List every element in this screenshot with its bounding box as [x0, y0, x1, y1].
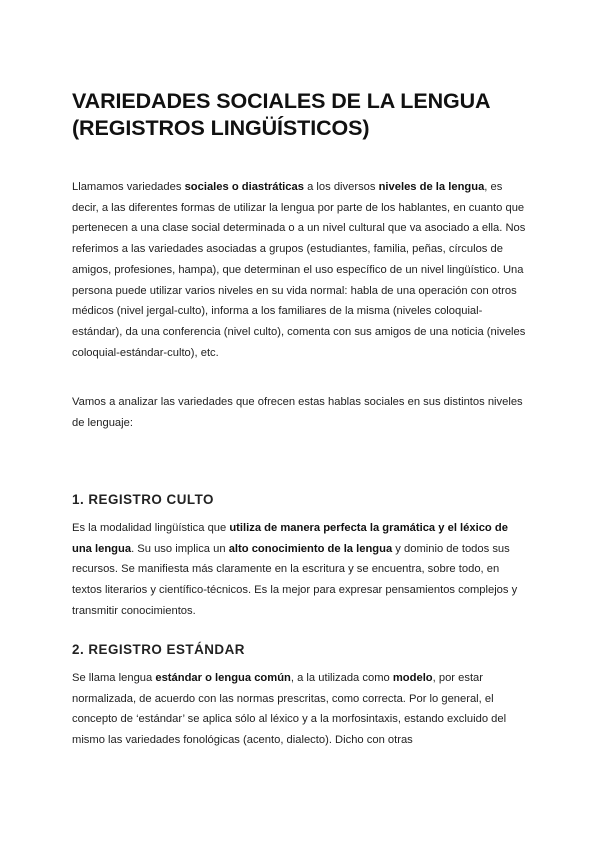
intro-paragraph-2: Vamos a analizar las variedades que ofrecen estas hablas sociales en sus distintos niveles de lenguaje:	[72, 396, 523, 429]
title-line-2: (REGISTROS LINGÜÍSTICOS)	[72, 116, 370, 140]
culto-paragraph	[72, 518, 530, 622]
culto-text-2: . Su uso implica un	[131, 542, 229, 555]
culto-bold-2: alto conocimiento de la lengua	[228, 542, 393, 555]
estandar-paragraph	[72, 668, 530, 751]
intro-text-2: a los diversos	[303, 181, 379, 193]
culto-bold-1: utiliza de manera perfecta la gramática y el léxico de una lengua	[72, 522, 508, 555]
intro-bold-1: sociales o diastráticas	[184, 181, 304, 193]
section-heading-estandar: 2. REGISTRO ESTÁNDAR	[72, 642, 245, 657]
title-line-1: VARIEDADES SOCIALES DE LA LENGUA	[72, 89, 491, 113]
intro-text-1: Llamamos variedades	[72, 181, 185, 193]
page-title	[72, 88, 532, 142]
intro-paragraph	[72, 177, 530, 363]
intro-bold-2: niveles de la lengua	[378, 181, 485, 193]
estandar-text-2: , a la utilizada como	[290, 672, 393, 684]
culto-text-3: y dominio de todos sus recursos. Se manifiesta más claramente en la escritura y se encuentra, sobre todo, en textos literarios y científico-técnicos. Es la mejor para expresar pensamientos complejos y transmitir conocimientos.	[72, 542, 518, 617]
intro-text-3: , es decir, a las diferentes formas de utilizar la lengua por parte de los hablantes, en cuanto que pertenecen a una clase social determinada o a un nivel cultural que va asociado a ella. Nos referimos a las variedades asociadas a grupos (estudiantes, familia, peñas, círculos de amigos, profesiones, hampa), que determinan el uso específico de un nivel lingüístico. Una persona puede utilizar varios niveles en su vida normal: habla de una operación con otros médicos (nivel jergal-culto), informa a los familiares de la misma (niveles coloquial-estándar), da una conferencia (nivel culto), comenta con sus amigos de una noticia (niveles coloquial-estándar-culto), etc.	[72, 181, 526, 359]
section-heading-culto: 1. REGISTRO CULTO	[72, 492, 214, 507]
estandar-bold-2: modelo	[392, 672, 433, 684]
estandar-bold-1: estándar o lengua común	[155, 672, 291, 684]
culto-text-1: Es la modalidad lingüística que	[72, 522, 230, 534]
estandar-text-3: , por estar normalizada, de acuerdo con las normas prescritas, como correcta. Por lo general, el concepto de ‘estándar’ se aplica sólo al léxico y a la morfosintaxis, estando excluido del mismo las variedades fonológicas (acento, dialecto). Dicho con otras	[72, 672, 507, 747]
estandar-text-1: Se llama lengua	[72, 672, 156, 684]
